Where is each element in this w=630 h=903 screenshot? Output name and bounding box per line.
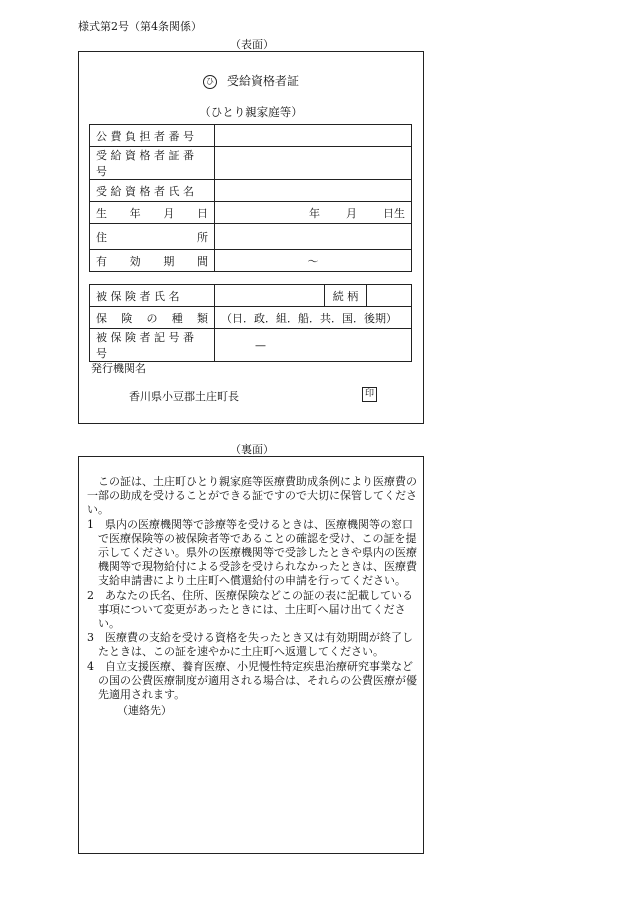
label-char: 月 [163, 206, 175, 220]
address-field[interactable] [215, 224, 412, 250]
label-char: 類 [197, 311, 208, 325]
label-char: 日 [196, 206, 208, 220]
table-row [90, 250, 412, 272]
table-row [90, 125, 412, 147]
label-char: 効 [129, 254, 141, 268]
insured-symbol-number-label [90, 329, 215, 362]
label-char: 住 [96, 230, 107, 244]
insured-name-field[interactable] [215, 285, 325, 307]
form-number: 様式第2号（第4条関係） [78, 20, 202, 33]
relationship-label [325, 285, 367, 307]
insurance-type-label [90, 307, 215, 329]
label-text: 受 給 資 格 者 氏 名 [96, 184, 194, 198]
birth-date-field[interactable] [215, 202, 412, 224]
label-text: 被 保 険 者 氏 名 [96, 289, 180, 303]
seal-mark: 印 [362, 387, 377, 402]
symbol-separator: — [255, 338, 266, 352]
relationship-field[interactable] [367, 285, 412, 307]
recipient-cert-number-label [90, 147, 215, 180]
day-suffix: 日生 [383, 206, 405, 220]
label-char: 期 [163, 254, 175, 268]
label-char: 年 [129, 206, 141, 220]
label-char: 有 [96, 254, 107, 268]
public-payer-number-field[interactable] [215, 125, 412, 147]
recipient-name-field[interactable] [215, 180, 412, 202]
back-notes [87, 475, 417, 718]
valid-period-field[interactable] [215, 250, 412, 272]
issuer-label: 発行機関名 [91, 362, 146, 375]
recipient-cert-number-field[interactable] [215, 147, 412, 180]
label-char: 生 [96, 206, 107, 220]
insurance-type-field[interactable] [215, 307, 412, 329]
insurance-type-options: （日．政．組．船．共．国．後期） [221, 311, 397, 325]
back-card [78, 456, 424, 854]
circle-hi-mark: ひ [203, 75, 217, 89]
recipient-table [89, 124, 412, 272]
year-suffix: 年 [309, 206, 320, 220]
table-row [90, 307, 412, 329]
label-char: の [146, 311, 158, 325]
notice-item-3: 3 医療費の支給を受ける資格を失ったとき又は有効期間が終了したときは、この証を速やかに土庄町へ返還してください。 [87, 631, 413, 659]
label-text: 受 給 資 格 者 証 番 号 [96, 149, 194, 178]
back-intro: この証は、土庄町ひとり親家庭等医療費助成条例により医療費の一部の助成を受けることができる証ですので大切に保管してください。 [87, 475, 417, 517]
contact-label: （連絡先） [117, 704, 172, 718]
issuer-mayor: 香川県小豆郡土庄町長 [129, 390, 239, 403]
address-label [90, 224, 215, 250]
insured-name-label [90, 285, 215, 307]
notice-item-1: 1 県内の医療機関等で診療等を受けるときは、医療機関等の窓口で医療保険等の被保険者等であることの確認を受け、この証を提示してください。県外の医療機関等で受診したときや県内の医療機関等で現物給付による受診を受けられなかったときは、医療費支給申請書により土庄町へ償還給付の申請を行ってください。 [87, 517, 417, 588]
table-row [90, 329, 412, 362]
table-row [90, 180, 412, 202]
certificate-title-text: 受給資格者証 [226, 74, 299, 88]
certificate-subtitle: （ひとり親家庭等） [199, 105, 303, 119]
table-row [90, 224, 412, 250]
label-char: 保 [96, 311, 107, 325]
notice-item-2: 2 あなたの氏名、住所、医療保険などこの証の表に記載している事項について変更があったときには、土庄町へ届け出てください。 [87, 588, 413, 631]
insurance-table [89, 284, 412, 362]
public-payer-number-label [90, 125, 215, 147]
period-separator: ～ [307, 254, 319, 268]
label-char: 間 [196, 254, 208, 268]
front-card [78, 51, 424, 424]
certificate-title [79, 72, 423, 89]
table-row [90, 147, 412, 180]
front-side-label: （表面） [230, 38, 274, 51]
notice-item-4: 4 自立支援医療、養育医療、小児慢性特定疾患治療研究事業などの国の公費医療制度が適用される場合は、それらの公費医療が優先適用されます。 [87, 659, 417, 702]
label-char: 種 [171, 311, 183, 325]
table-row [90, 285, 412, 307]
valid-period-label [90, 250, 215, 272]
table-row [90, 202, 412, 224]
back-side-label: （裏面） [230, 443, 274, 456]
label-text: 被 保 険 者 記 号 番 号 [96, 331, 194, 360]
birth-date-label [90, 202, 215, 224]
label-char: 所 [197, 230, 208, 244]
label-text: 公 費 負 担 者 番 号 [96, 129, 194, 143]
recipient-name-label [90, 180, 215, 202]
insured-symbol-number-field[interactable] [215, 329, 412, 362]
label-char: 険 [121, 311, 133, 325]
label-text: 続 柄 [332, 289, 359, 303]
month-suffix: 月 [346, 206, 357, 220]
